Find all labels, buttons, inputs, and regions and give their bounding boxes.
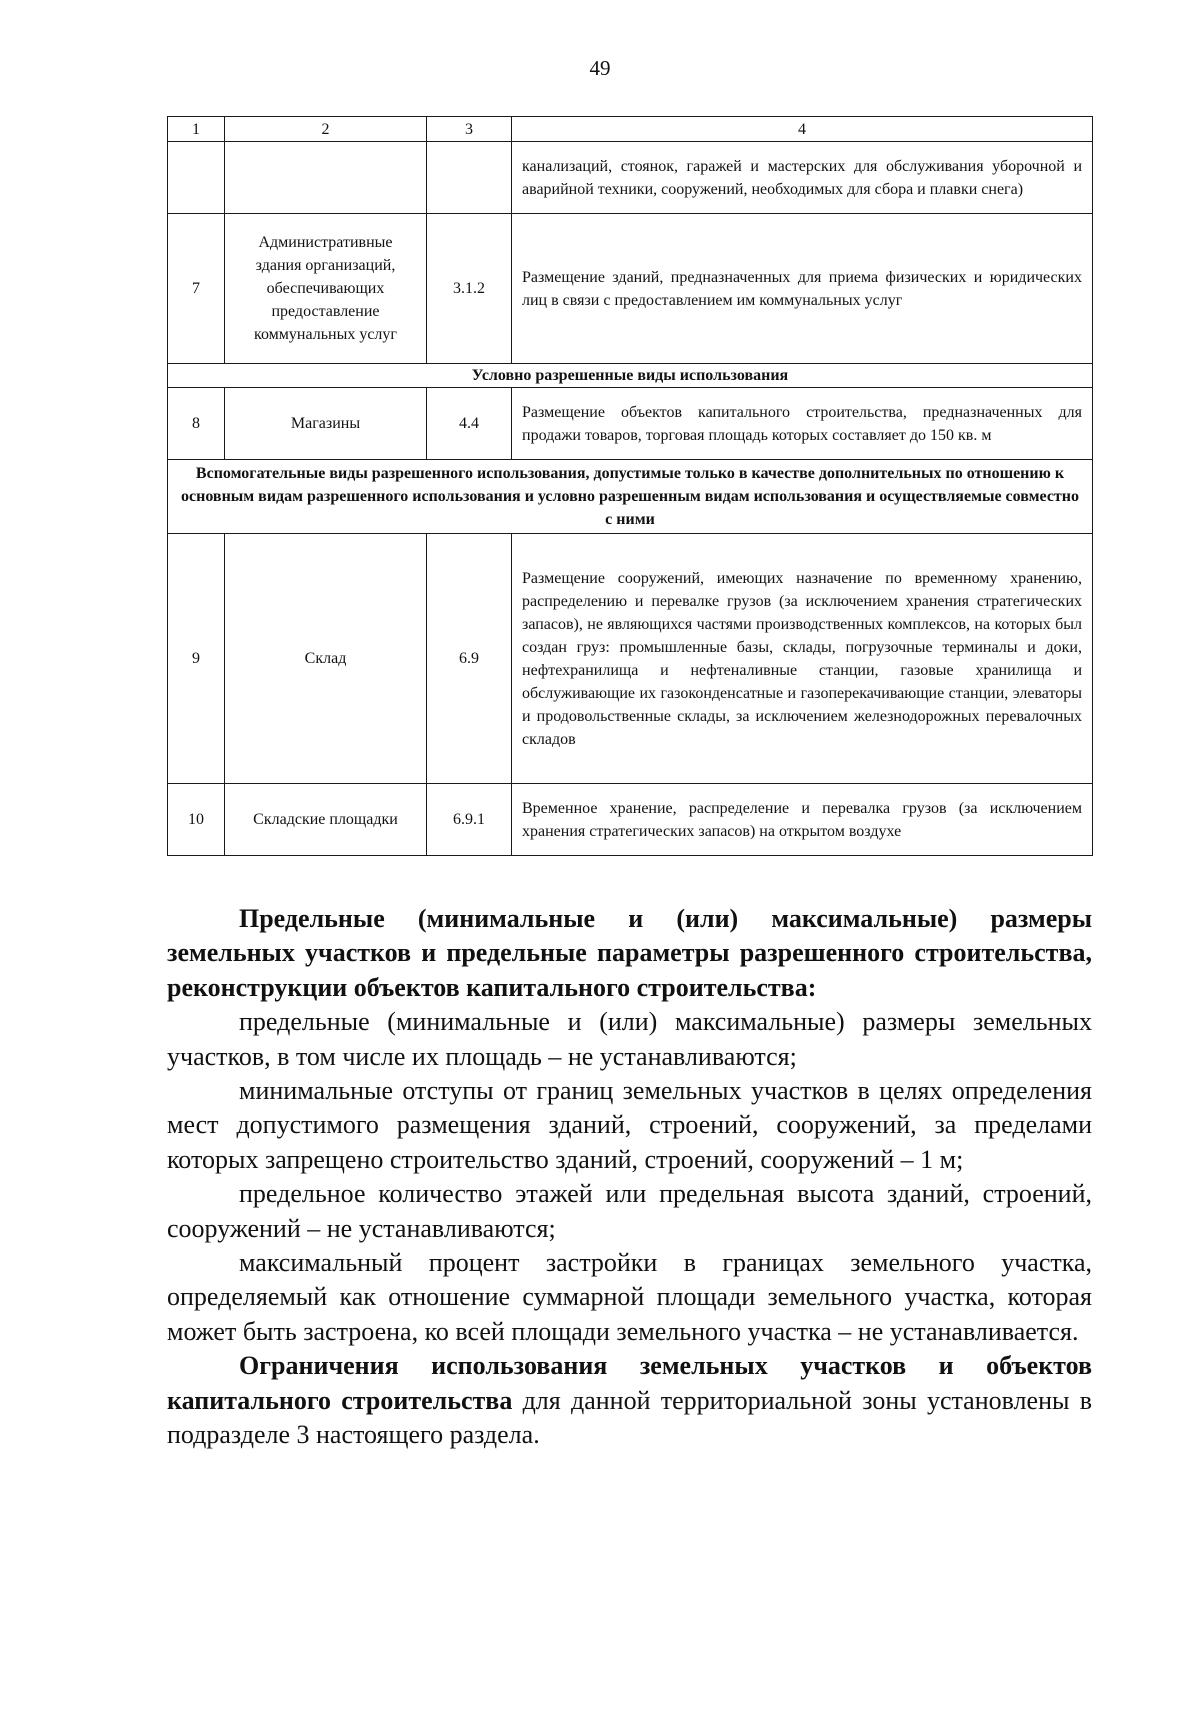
header-cell-3: 3 bbox=[427, 117, 512, 142]
paragraph-coverage: максимальный процент застройки в границах земельного участка, определяемый как отношение суммарной площади земельного участка, которая может быть застроена, ко всей площади земельного участка – не устанавливается. bbox=[167, 1248, 1092, 1346]
use-code: 3.1.2 bbox=[427, 214, 512, 364]
restrictions-rest: для данной территориальной зоны установлены в подразделе 3 настоящего раздела. bbox=[167, 1385, 1092, 1450]
body-text bbox=[167, 902, 1092, 1453]
use-code: 6.9 bbox=[427, 534, 512, 784]
use-name: Магазины bbox=[225, 388, 427, 460]
header-cell-1: 1 bbox=[168, 117, 225, 142]
land-use-table bbox=[167, 116, 1093, 856]
header-cell-4: 4 bbox=[512, 117, 1093, 142]
use-description: Временное хранение, распределение и перевалка грузов (за исключением хранения стратегических запасов) на открытом воздухе bbox=[512, 784, 1093, 856]
section-row bbox=[168, 364, 1093, 388]
row-number bbox=[168, 142, 225, 214]
table-row bbox=[168, 388, 1093, 460]
row-number: 10 bbox=[168, 784, 225, 856]
paragraph-floors: предельное количество этажей или предельная высота зданий, строений, сооружений – не устанавливаются; bbox=[167, 1179, 1092, 1243]
use-description: Размещение объектов капитального строительства, предназначенных для продажи товаров, торговая площадь которых составляет до 150 кв. м bbox=[512, 388, 1093, 460]
use-name: Административные здания организаций, обеспечивающих предоставление коммунальных услуг bbox=[225, 214, 427, 364]
table-row bbox=[168, 784, 1093, 856]
restrictions-bold: Ограничения использования земельных участков и объектов капитального строительства bbox=[167, 1351, 1092, 1415]
table-row bbox=[168, 214, 1093, 364]
table-row bbox=[168, 534, 1093, 784]
row-number: 8 bbox=[168, 388, 225, 460]
use-name: Складские площадки bbox=[225, 784, 427, 856]
page-number: 49 bbox=[589, 56, 611, 80]
use-description: канализаций, стоянок, гаражей и мастерских для обслуживания уборочной и аварийной техники, сооружений, необходимых для сбора и плавки снега) bbox=[512, 142, 1093, 214]
section-title-auxiliary: Вспомогательные виды разрешенного использования, допустимые только в качестве дополнительных по отношению к основным видам разрешенного использования и условно разрешенным видам использования и осуществляемые совместно с ними bbox=[168, 460, 1093, 534]
use-description: Размещение сооружений, имеющих назначение по временному хранению, распределению и перевалке грузов (за исключением хранения стратегических запасов), не являющихся частями производственных комплексов, на которых был создан груз: промышленные базы, склады, погрузочные терминалы и доки, нефтехранилища и нефтеналивные станции, газовые хранилища и обслуживающие их газоконденсатные и газоперекачивающие станции, элеваторы и продовольственные склады, за исключением железнодорожных перевалочных складов bbox=[512, 534, 1093, 784]
paragraph-sizes: предельные (минимальные и (или) максимальные) размеры земельных участков, в том числе их площадь – не устанавливаются; bbox=[167, 1007, 1092, 1071]
use-name: Склад bbox=[225, 534, 427, 784]
limits-heading: Предельные (минимальные и (или) максимальные) размеры земельных участков и предельные параметры разрешенного строительства, реконструкции объектов капитального строительства: bbox=[167, 904, 1092, 1002]
section-title-conditional: Условно разрешенные виды использования bbox=[168, 364, 1093, 388]
use-name bbox=[225, 142, 427, 214]
header-cell-2: 2 bbox=[225, 117, 427, 142]
use-code: 4.4 bbox=[427, 388, 512, 460]
row-number: 7 bbox=[168, 214, 225, 364]
use-code: 6.9.1 bbox=[427, 784, 512, 856]
row-number: 9 bbox=[168, 534, 225, 784]
use-description: Размещение зданий, предназначенных для приема физических и юридических лиц в связи с предоставлением им коммунальных услуг bbox=[512, 214, 1093, 364]
use-code bbox=[427, 142, 512, 214]
section-row bbox=[168, 460, 1093, 534]
table-header-row bbox=[168, 117, 1093, 142]
paragraph-setbacks: минимальные отступы от границ земельных участков в целях определения мест допустимого размещения зданий, строений, сооружений, за пределами которых запрещено строительство зданий, строений, сооружений – 1 м; bbox=[167, 1076, 1092, 1174]
table-row bbox=[168, 142, 1093, 214]
paragraph-restrictions bbox=[167, 1349, 1092, 1452]
